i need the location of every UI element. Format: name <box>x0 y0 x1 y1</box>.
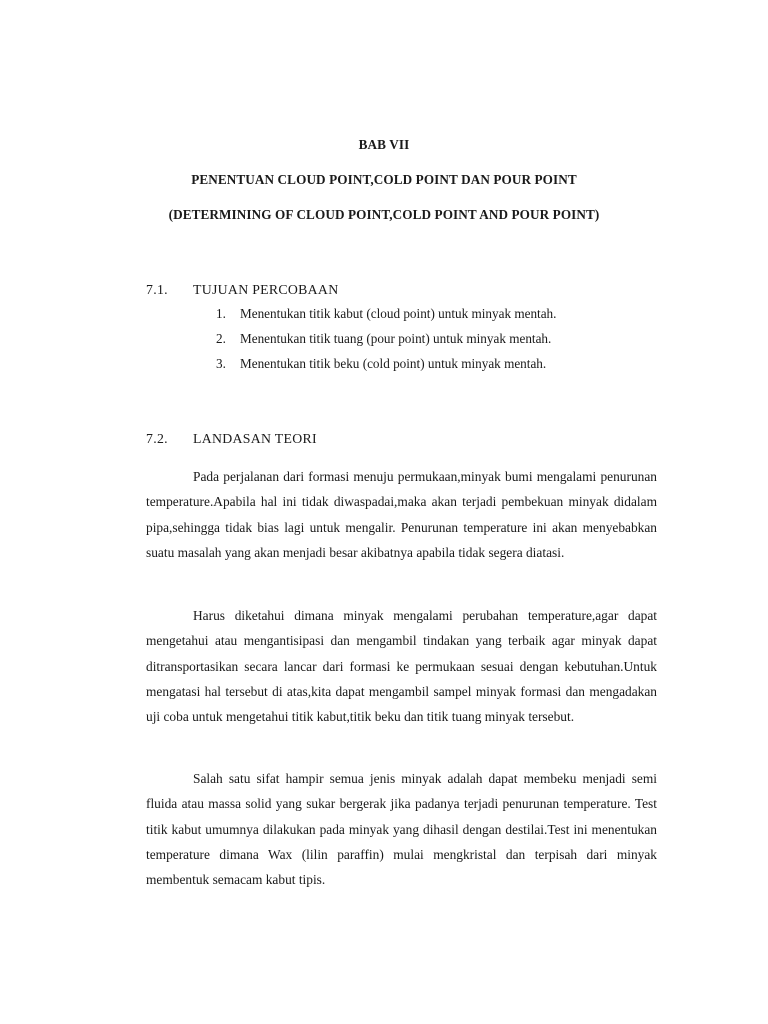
section-label: TUJUAN PERCOBAAN <box>193 282 339 297</box>
section-label: LANDASAN TEORI <box>193 431 317 446</box>
paragraph: Salah satu sifat hampir semua jenis minyak adalah dapat membeku menjadi semi fluida atau massa solid yang sukar bergerak jika padanya terjadi penurunan temperature. Test titik kabut umumnya dilakukan pada minyak yang dihasil dengan destilai.Test ini menentukan temperature dimana Wax (lilin paraffin) mulai mengkristal dan terpisah dari minyak membentuk semacam kabut tipis. <box>146 771 657 888</box>
chapter-heading: BAB VII <box>358 137 410 152</box>
paragraph: Harus diketahui dimana minyak mengalami perubahan temperature,agar dapat mengetahui atau mengantisipasi dan mengambil tindakan yang terbaik agar minyak dapat ditransportasikan secara lancar dari formasi ke permukaan sesuai dengan kebutuhan.Untuk mengatasi hal tersebut di atas,kita dapat mengambil sampel minyak formasi dan mengadakan uji coba untuk mengetahui titik kabut,titik beku dan titik tuang minyak tersebut. <box>146 608 657 725</box>
title-english: (DETERMINING OF CLOUD POINT,COLD POINT AND POUR POINT) <box>168 207 600 222</box>
list-item-number: 1. <box>216 306 226 321</box>
section-number: 7.1. <box>146 282 168 297</box>
list-item-text: Menentukan titik tuang (pour point) untuk minyak mentah. <box>240 331 552 346</box>
list-item <box>216 306 556 322</box>
list-item <box>216 356 546 372</box>
list-item <box>216 331 551 347</box>
list-item-text: Menentukan titik kabut (cloud point) untuk minyak mentah. <box>240 306 557 321</box>
list-item-text: Menentukan titik beku (cold point) untuk minyak mentah. <box>240 356 547 371</box>
list-item-number: 3. <box>216 356 226 371</box>
section-number: 7.2. <box>146 431 168 446</box>
paragraph: Pada perjalanan dari formasi menuju permukaan,minyak bumi mengalami penurunan temperature.Apabila hal ini tidak diwaspadai,maka akan terjadi pembekuan minyak didalam pipa,sehingga tidak bias lagi untuk mengalir. Penurunan temperature ini akan menyebabkan suatu masalah yang akan menjadi besar akibatnya apabila tidak segera diatasi. <box>146 469 657 560</box>
list-item-number: 2. <box>216 331 226 346</box>
title-indonesian: PENENTUAN CLOUD POINT,COLD POINT DAN POUR POINT <box>191 172 577 187</box>
